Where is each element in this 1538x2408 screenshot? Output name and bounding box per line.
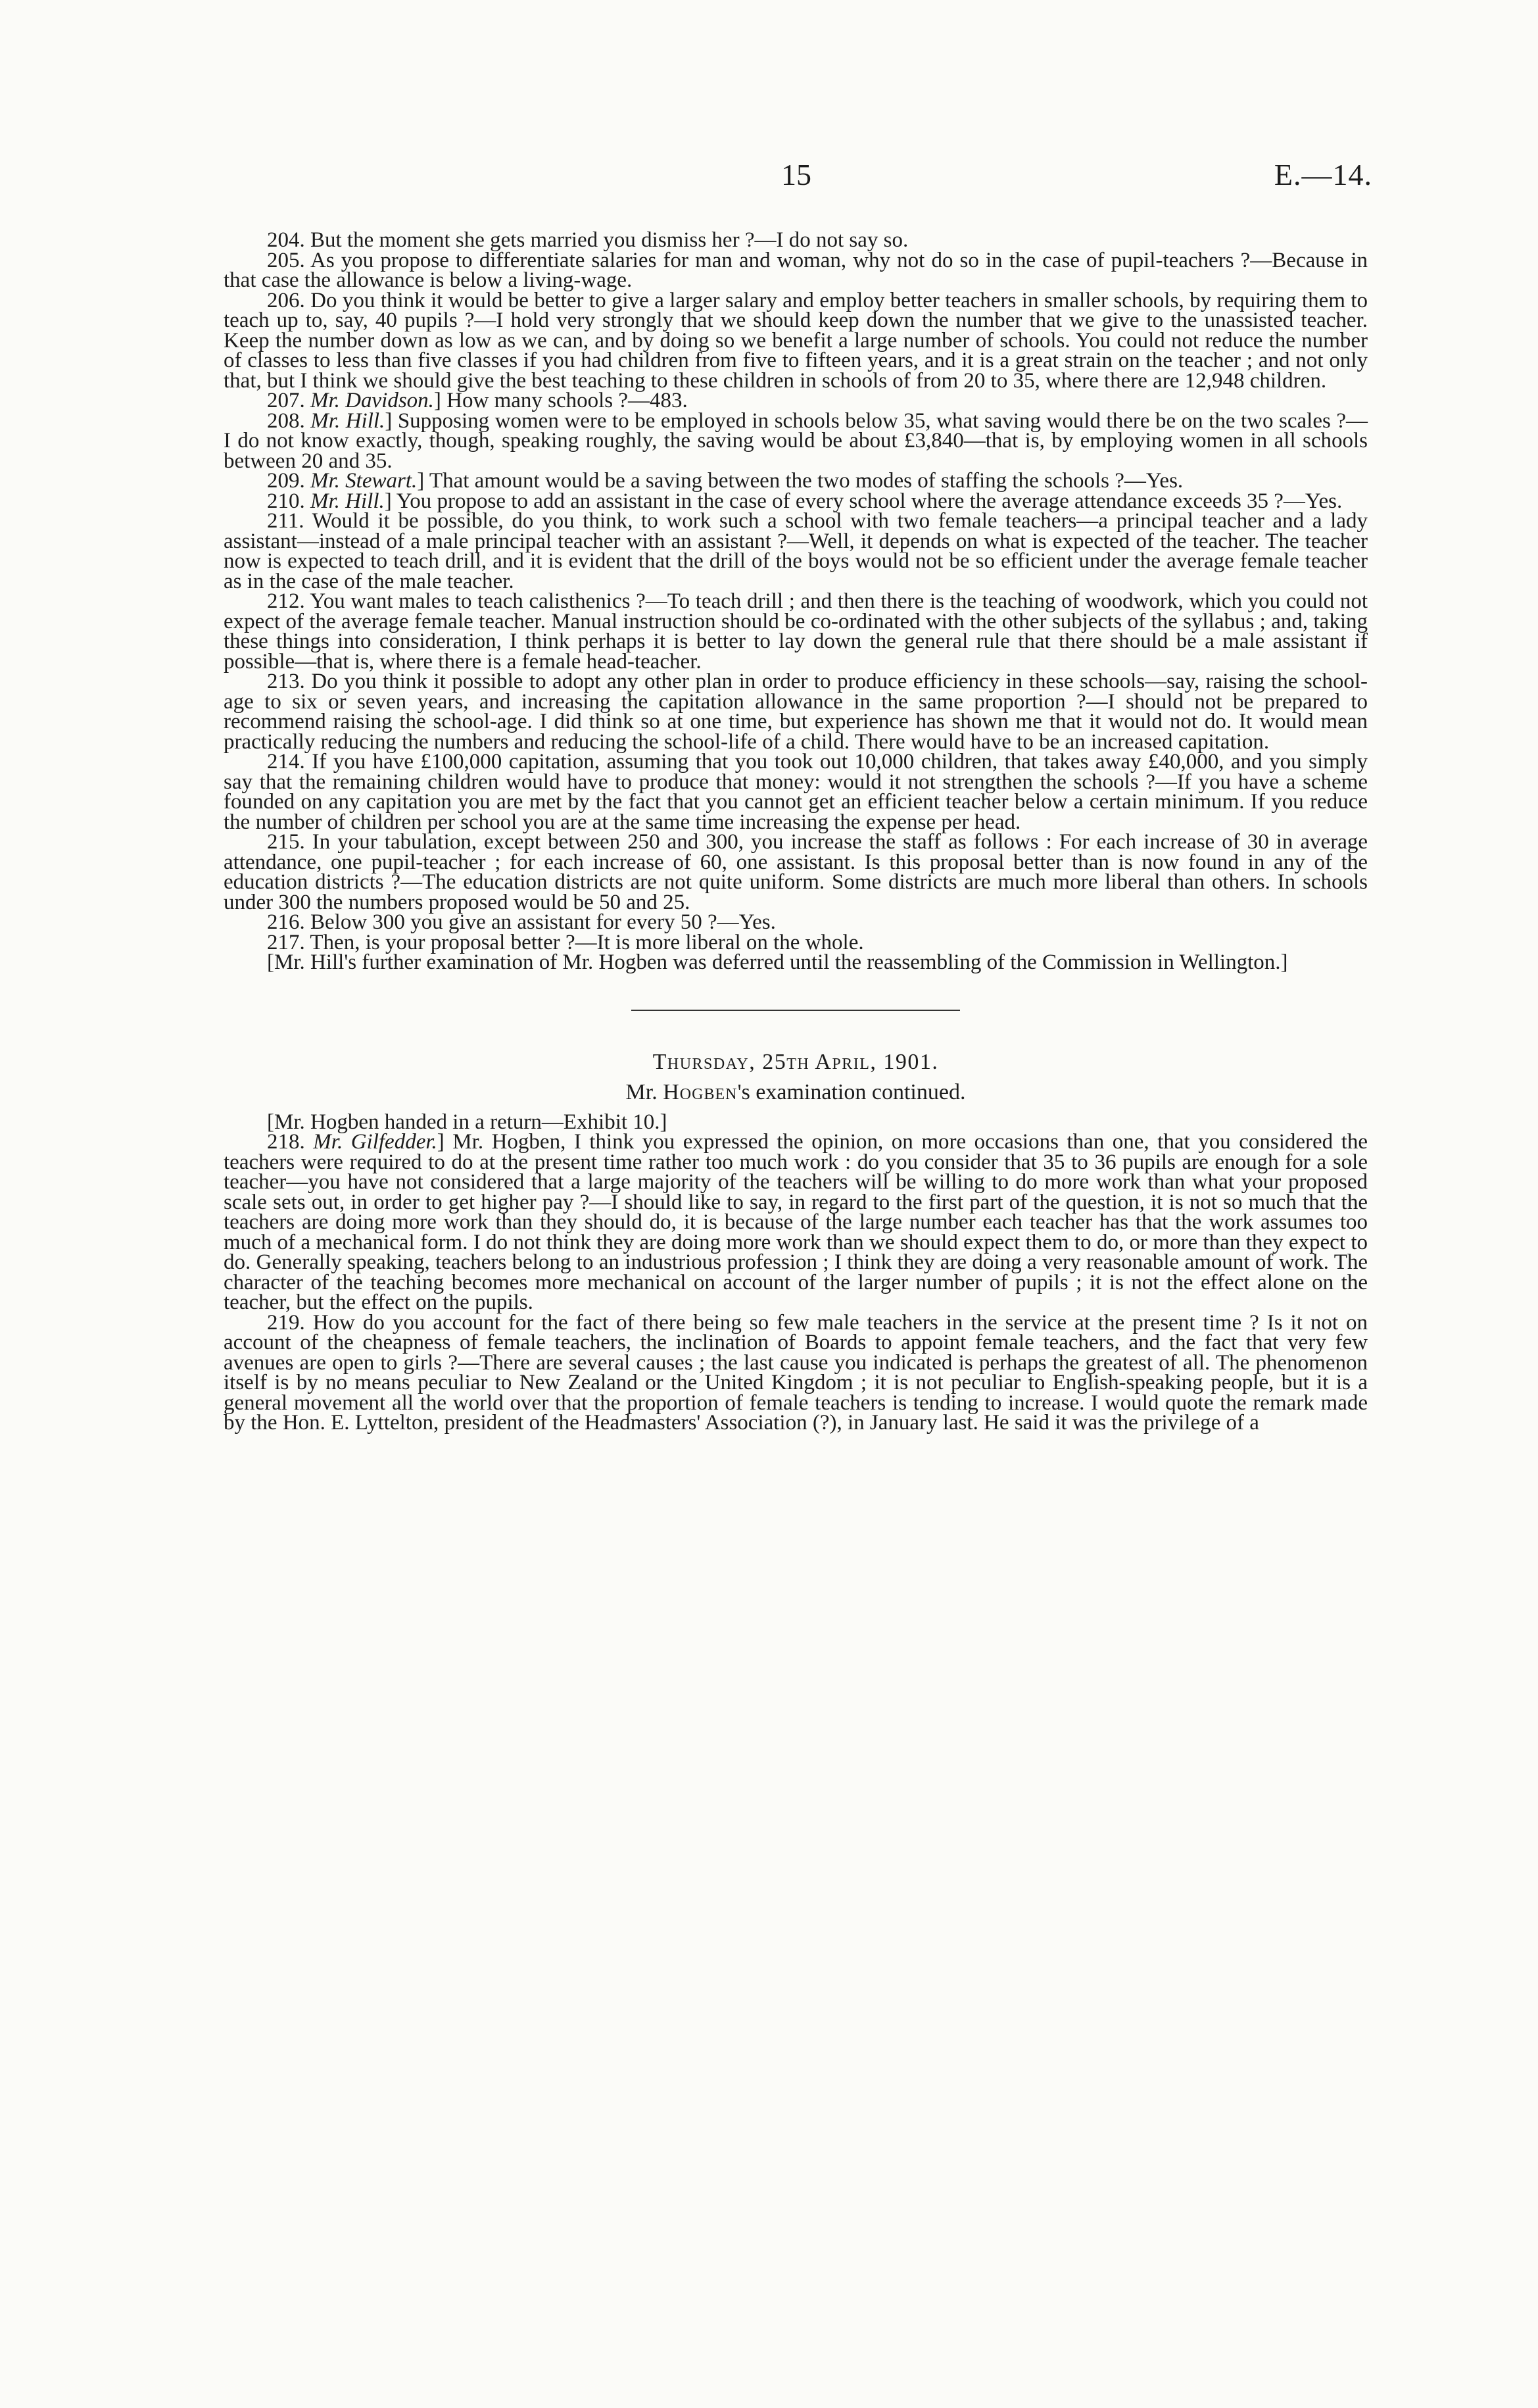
- question-number: 207.: [267, 389, 305, 412]
- heading-name: Hogben: [663, 1079, 738, 1104]
- question-206: 206. Do you think it would be better to give a larger salary and employ better teachers in smaller schools, by requiring them to teach up to, say, 40 pupils ?—I hold very strongly that we should keep down the number that we give to the unassisted teacher. Keep the number down as low as we can, and by doing so we benefit a large number of schools. You could not reduce the number of classes to less than five classes if you had children from five to fifteen years, and it is a great strain on the teacher ; and not only that, but I think we should give the best teaching to these children in schools of from 20 to 35, where there are 12,948 children.: [224, 288, 1368, 393]
- speaker: Mr. Gilfedder.: [313, 1130, 437, 1154]
- question-number: 218.: [267, 1130, 305, 1154]
- speaker: Mr. Stewart.: [310, 469, 418, 493]
- question-text: ] That amount would be a saving between the two modes of staffing the schools ?—Yes.: [417, 469, 1184, 493]
- heading-suffix: 's examination continued.: [737, 1079, 966, 1104]
- page-number: 15: [781, 158, 811, 191]
- question-208: [224, 408, 1368, 473]
- question-209: [224, 471, 1368, 491]
- section-divider: [631, 1010, 960, 1011]
- question-215: 215. In your tabulation, except between 250 and 300, you increase the staff as follows : For each increase of 30 in average attendance, one pupil-teacher ; for each increase of 60, one assistant. Is this proposal better than is now found in any of the education districts ?—The education districts are not quite uniform. Some districts are much more liberal than others. In schools under 300 the numbers proposed would be 50 and 25.: [224, 830, 1368, 914]
- question-211: 211. Would it be possible, do you think, to work such a school with two female teachers—a principal teacher and a lady assistant—instead of a male principal teacher with an assistant ?—Well, it depends on what is expected of the teacher. The teacher now is expected to teach drill, and it is evident that the drill of the boys would not be so efficient under the average female teacher as in the case of the male teacher.: [224, 509, 1368, 593]
- question-217: 217. Then, is your proposal better ?—It is more liberal on the whole.: [267, 930, 864, 954]
- question-text: ] How many schools ?—483.: [433, 389, 688, 412]
- question-text: ] Supposing women were to be employed in schools below 35, what saving would there be on the two scales ?—I do not know exactly, though, speaking roughly, the saving would be about £3,840—that is, by employing women in all schools between 20 and 35.: [224, 408, 1368, 473]
- question-number: 208.: [267, 408, 305, 433]
- question-text: ] Mr. Hogben, I think you expressed the opinion, on more occasions than one, that you considered the teachers were required to do at the present time rather too much work : do you consider that 35 to 36 pupils are enough for a sole teacher—you have not considered that a large majority of the teachers will be willing to do more work than what your proposed scale sets out, in order to get higher pay ?—I should like to say, in regard to the first part of the question, it is not so much that the teachers are doing more work than they should do, it is because of the large number each teacher has that the work assumes too much of a mechanical form. I do not think they are doing more work than we should expect them to do, or more than they expect to do. Generally speaking, teachers belong to an industrious profession ; I think they are doing a very reasonable amount of work. The character of the teaching becomes more mechanical on account of the larger number of pupils ; it is not the effect alone on the teacher, but the effect on the pupils.: [224, 1130, 1368, 1314]
- question-number: 210.: [267, 489, 305, 513]
- question-text: ] You propose to add an assistant in the case of every school where the average attendance exceeds 35 ?—Yes.: [384, 489, 1343, 513]
- question-213: 213. Do you think it possible to adopt any other plan in order to produce efficiency in these schools—say, raising the school-age to six or seven years, and increasing the capitation allowance in the same proportion ?—I should not be prepared to recommend raising the school-age. I did think so at one time, but experience has shown me that it would not do. It would mean practically reducing the numbers and reducing the school-life of a child. There would have to be an increased capitation.: [224, 670, 1368, 754]
- document-body: [224, 230, 1368, 1433]
- proceeding-note: [Mr. Hill's further examination of Mr. Hogben was deferred until the reassembling of the Commission in Wellington.]: [267, 950, 1288, 974]
- speaker: Mr. Davidson.: [310, 389, 434, 412]
- question-218: [224, 1132, 1368, 1313]
- question-205: 205. As you propose to differentiate salaries for man and woman, why not do so in the case of pupil-teachers ?—Because in that case the allowance is below a living-wage.: [224, 248, 1368, 292]
- question-212: 212. You want males to teach calisthenics ?—To teach drill ; and then there is the teaching of woodwork, which you could not expect of the average female teacher. Manual instruction should be co-ordinated with the other subjects of the syllabus ; and, taking these things into consideration, I think perhaps it is better to lay down the general rule that there should be a male assistant if possible—that is, where there is a female head-teacher.: [224, 589, 1368, 674]
- proceeding-note: [Mr. Hogben handed in a return—Exhibit 10.]: [267, 1110, 667, 1134]
- heading-prefix: Mr.: [625, 1079, 663, 1104]
- question-number: 209.: [267, 469, 305, 493]
- question-219: 219. How do you account for the fact of there being so few male teachers in the service at the present time ? Is it not on account of the cheapness of female teachers, the inclination of Boards to appoint female teachers, and the fact that very few avenues are open to girls ?—There are several causes ; the last cause you indicated is perhaps the greatest of all. The phenomenon itself is by no means peculiar to New Zealand or the United Kingdom ; it is not peculiar to English-speaking people, but it is a general movement all the world over that the proportion of female teachers is tending to increase. I would quote the remark made by the Hon. E. Lyttelton, president of the Headmasters' Association (?), in January last. He said it was the privilege of a: [224, 1310, 1368, 1435]
- question-216: 216. Below 300 you give an assistant for every 50 ?—Yes.: [267, 910, 776, 934]
- question-210: [224, 491, 1368, 512]
- document-code: E.—14.: [1274, 158, 1372, 191]
- question-207: [224, 391, 1368, 411]
- examination-heading: [224, 1079, 1368, 1106]
- question-214: 214. If you have £100,000 capitation, assuming that you took out 10,000 children, that takes away £40,000, and you simply say that the remaining children would have to produce that money: would it not strengthen the schools ?—If you have a scheme founded on any capitation you are met by the fact that you cannot get an efficient teacher below a certain minimum. If you reduce the number of children per school you are at the same time increasing the expense per head.: [224, 750, 1368, 834]
- speaker: Mr. Hill.: [310, 489, 385, 513]
- question-204: 204. But the moment she gets married you dismiss her ?—I do not say so.: [267, 228, 909, 252]
- date-heading: Thursday, 25th April, 1901.: [652, 1049, 939, 1074]
- speaker: Mr. Hill.: [310, 408, 385, 433]
